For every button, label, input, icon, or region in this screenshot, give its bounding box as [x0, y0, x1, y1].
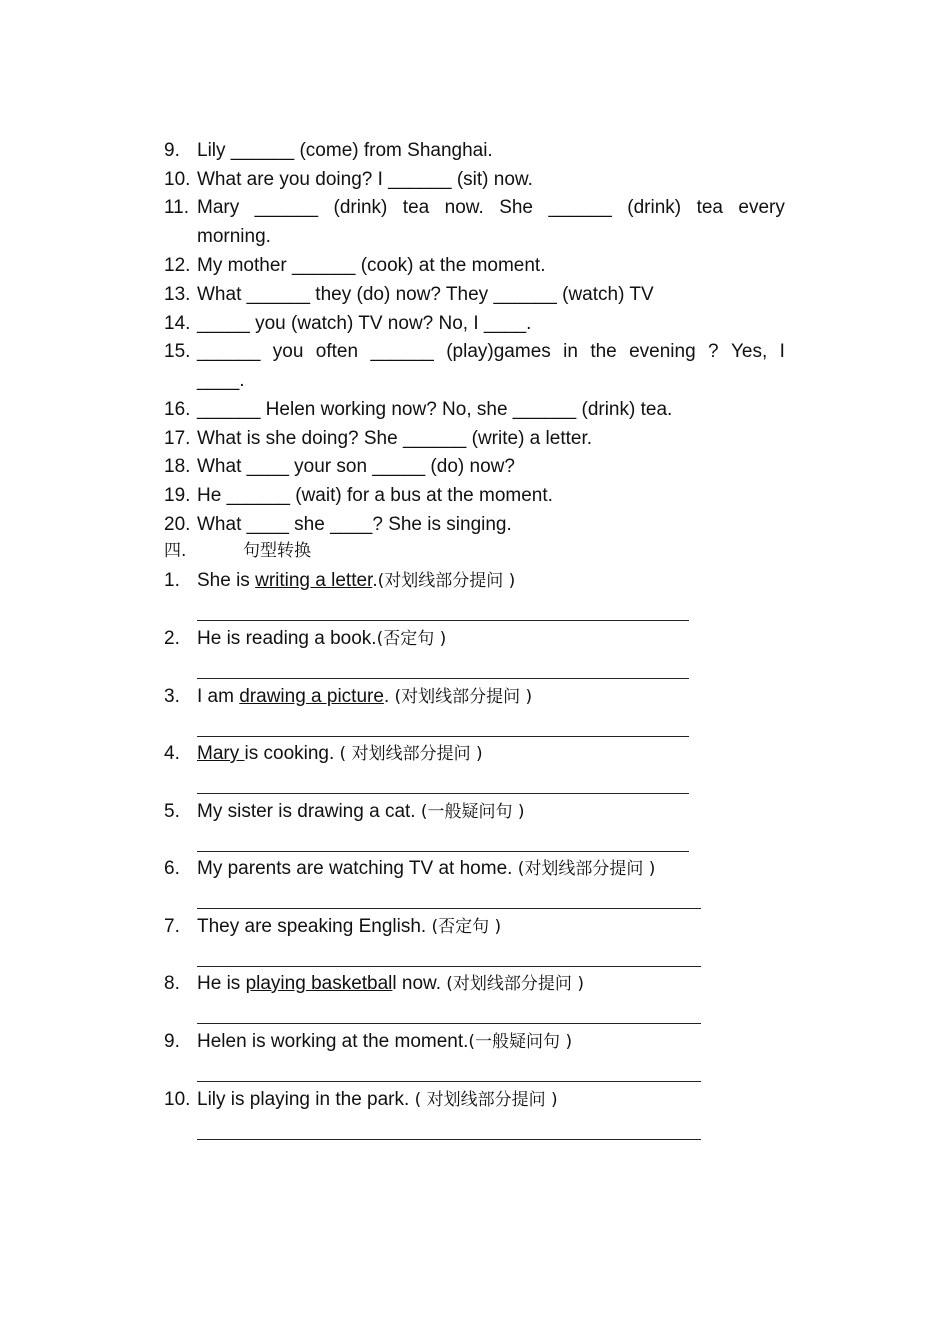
blank: ______ — [548, 197, 612, 218]
underlined-part: playing basketbal — [245, 973, 393, 994]
word: you — [272, 341, 304, 362]
word: tea — [696, 197, 723, 218]
blank: ______ — [197, 341, 261, 362]
item-number: 13. — [164, 284, 191, 305]
item-text: My mother ______ (cook) at the moment. — [197, 255, 546, 276]
instruction-note: (对划线部分提问 ) — [517, 859, 656, 879]
item-number: 19. — [164, 485, 191, 506]
item-sentence — [197, 570, 515, 592]
item-sentence — [197, 1089, 558, 1111]
word: evening — [629, 341, 696, 362]
instruction-note: (对划线部分提问 ) — [394, 687, 533, 707]
sentence-text: They are speaking English. — [197, 916, 432, 937]
item-text: ____. — [197, 370, 245, 391]
word: (drink) — [627, 197, 682, 218]
sentence-text: Lily is playing in the park. — [197, 1089, 415, 1110]
underlined-part: writing a letter — [255, 570, 373, 591]
sentence-text: . — [372, 570, 378, 591]
instruction-note: (一般疑问句 ) — [420, 802, 525, 822]
item-sentence — [197, 1031, 572, 1053]
word: now. — [444, 197, 484, 218]
sentence-text: . — [383, 686, 395, 707]
word: (play)games — [446, 341, 551, 362]
item-number: 9. — [164, 1031, 180, 1052]
answer-line — [197, 620, 689, 621]
item-sentence — [197, 973, 584, 995]
item-number: 18. — [164, 456, 191, 477]
instruction-note: (一般疑问句 ) — [468, 1032, 573, 1052]
underlined-part: Mary — [197, 743, 245, 764]
item-text: morning. — [197, 226, 271, 247]
item-sentence — [197, 858, 655, 880]
item-sentence — [197, 916, 501, 938]
instruction-note: (对划线部分提问 ) — [446, 974, 584, 994]
answer-line — [197, 678, 689, 679]
item-number: 8. — [164, 973, 180, 994]
item-text: _____ you (watch) TV now? No, I ____. — [197, 313, 532, 334]
item-text: What ______ they (do) now? They ______ (watch) TV — [197, 284, 654, 305]
word: often — [315, 341, 359, 362]
item-number: 9. — [164, 140, 180, 161]
blank: ______ — [254, 197, 319, 218]
item-number: 7. — [164, 916, 180, 937]
section-number: 四. — [164, 541, 187, 561]
word: Yes, — [731, 341, 768, 362]
item-sentence — [197, 743, 483, 765]
sentence-text: My parents are watching TV at home. — [197, 858, 518, 879]
instruction-note: ( 对划线部分提问 ) — [414, 1090, 558, 1110]
instruction-note: (否定句 ) — [376, 629, 447, 649]
item-sentence — [197, 686, 532, 708]
item-text: What ____ she ____? She is singing. — [197, 514, 512, 535]
sentence-text: She is — [197, 570, 256, 591]
answer-line — [197, 1139, 701, 1140]
blank: ______ — [370, 341, 434, 362]
item-number: 5. — [164, 801, 180, 822]
sentence-text: l now. — [392, 973, 447, 994]
item-number: 12. — [164, 255, 191, 276]
item-number: 1. — [164, 570, 180, 591]
item-text: What is she doing? She ______ (write) a letter. — [197, 428, 593, 449]
sentence-text: He is reading a book. — [197, 628, 377, 649]
item-number: 10. — [164, 169, 191, 190]
item-number: 14. — [164, 313, 191, 334]
word: in — [563, 341, 578, 362]
instruction-note: (对划线部分提问 ) — [377, 571, 516, 591]
item-sentence — [197, 801, 525, 823]
item-text: What ____ your son _____ (do) now? — [197, 456, 515, 477]
section-title: 句型转换 — [243, 541, 311, 561]
sentence-text: I am — [197, 686, 240, 707]
item-text: ______ Helen working now? No, she ______ (drink) tea. — [197, 399, 673, 420]
item-text-justified — [197, 341, 785, 363]
item-number: 2. — [164, 628, 180, 649]
item-number: 16. — [164, 399, 191, 420]
item-number: 4. — [164, 743, 180, 764]
item-number: 17. — [164, 428, 191, 449]
item-number: 11. — [164, 197, 190, 218]
answer-line — [197, 1081, 701, 1082]
instruction-note: ( 对划线部分提问 ) — [339, 744, 483, 764]
word: ? — [708, 341, 719, 362]
item-number: 20. — [164, 514, 191, 535]
answer-line — [197, 908, 701, 909]
answer-line — [197, 966, 701, 967]
word: She — [499, 197, 533, 218]
word: the — [590, 341, 617, 362]
item-number: 3. — [164, 686, 180, 707]
word: I — [779, 341, 785, 362]
instruction-note: (否定句 ) — [431, 917, 502, 937]
underlined-part: drawing a picture — [239, 686, 384, 707]
item-number: 10. — [164, 1089, 191, 1110]
answer-line — [197, 736, 689, 737]
sentence-text: He is — [197, 973, 246, 994]
word: (drink) — [333, 197, 388, 218]
sentence-text: My sister is drawing a cat. — [197, 801, 421, 822]
answer-line — [197, 793, 689, 794]
sentence-text: Helen is working at the moment. — [197, 1031, 469, 1052]
item-text: What are you doing? I ______ (sit) now. — [197, 169, 533, 190]
item-number: 6. — [164, 858, 180, 879]
answer-line — [197, 851, 689, 852]
sentence-text: is cooking. — [244, 743, 340, 764]
word: tea — [402, 197, 430, 218]
answer-line — [197, 1023, 701, 1024]
item-text: He ______ (wait) for a bus at the moment. — [197, 485, 553, 506]
item-number: 15. — [164, 341, 191, 362]
item-text: Lily ______ (come) from Shanghai. — [197, 140, 493, 161]
item-sentence — [197, 628, 446, 650]
word: every — [738, 197, 785, 218]
word: Mary — [197, 197, 240, 218]
item-text-justified — [197, 197, 785, 219]
